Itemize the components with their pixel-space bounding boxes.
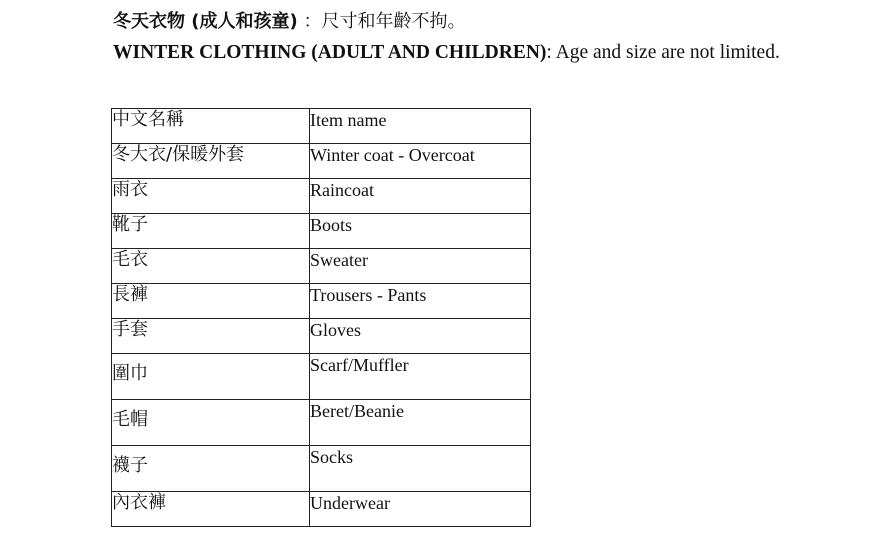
- table-row: [112, 400, 531, 446]
- winter-clothing-table: [111, 108, 531, 527]
- cell-item-name: Socks: [310, 446, 531, 492]
- heading-chinese-note: ：尺寸和年齡不拘。: [303, 11, 466, 32]
- header-item-name: Item name: [310, 109, 531, 144]
- cell-item-name: Underwear: [310, 492, 531, 527]
- cell-item-name: Sweater: [310, 249, 531, 284]
- header-chinese-name: 中文名稱: [112, 109, 310, 144]
- table-row: [112, 179, 531, 214]
- heading-english-title: WINTER CLOTHING (ADULT AND CHILDREN): [113, 42, 547, 63]
- cell-item-name: Beret/Beanie: [310, 400, 531, 446]
- table-row: [112, 492, 531, 527]
- cell-item-name: Gloves: [310, 319, 531, 354]
- cell-chinese-name: 圍巾: [112, 354, 310, 400]
- cell-chinese-name: 襪子: [112, 446, 310, 492]
- cell-chinese-name: 內衣褲: [112, 492, 310, 527]
- cell-chinese-name: 靴子: [112, 214, 310, 249]
- cell-chinese-name: 長褲: [112, 284, 310, 319]
- cell-item-name: Raincoat: [310, 179, 531, 214]
- cell-item-name: Winter coat - Overcoat: [310, 144, 531, 179]
- cell-chinese-name: 手套: [112, 319, 310, 354]
- heading-chinese: [113, 9, 465, 35]
- cell-item-name: Scarf/Muffler: [310, 354, 531, 400]
- table-row: [112, 284, 531, 319]
- heading-english-note: : Age and size are not limited.: [546, 42, 780, 63]
- cell-chinese-name: 毛衣: [112, 249, 310, 284]
- table-row: [112, 354, 531, 400]
- cell-chinese-name: 毛帽: [112, 400, 310, 446]
- heading-english: [113, 40, 780, 66]
- cell-chinese-name: 冬大衣/保暖外套: [112, 144, 310, 179]
- table-row: [112, 249, 531, 284]
- cell-item-name: Boots: [310, 214, 531, 249]
- table-row: [112, 319, 531, 354]
- table-row: [112, 446, 531, 492]
- table-row: [112, 144, 531, 179]
- table-row: [112, 214, 531, 249]
- cell-chinese-name: 雨衣: [112, 179, 310, 214]
- heading-chinese-title: 冬天衣物 (成人和孩童): [113, 11, 298, 32]
- cell-item-name: Trousers - Pants: [310, 284, 531, 319]
- table-header-row: [112, 109, 531, 144]
